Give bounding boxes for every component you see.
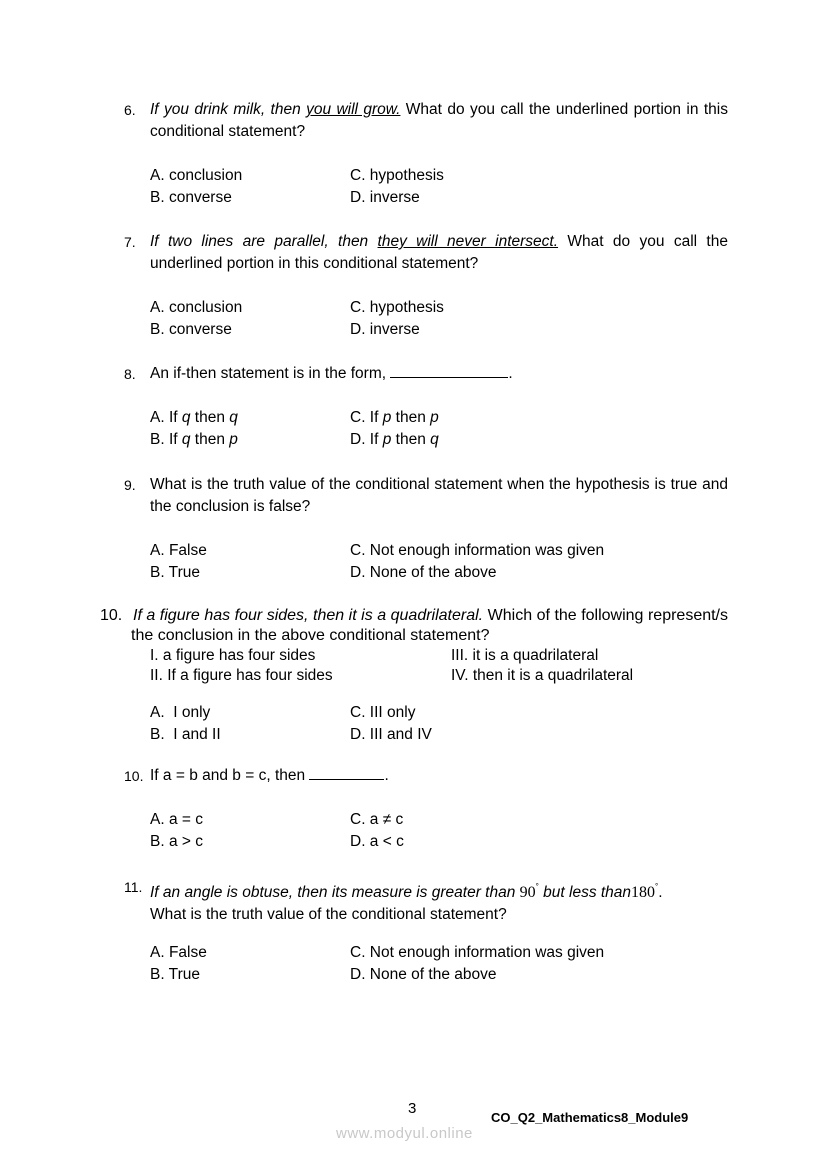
question-stem [150,363,728,385]
option-mid: then [190,431,230,448]
question-stem [150,765,728,787]
option-c[interactable]: C. a ≠ c [350,811,404,828]
angle-value: 90 [519,884,536,901]
option-a[interactable] [150,407,238,429]
question-7 [124,231,728,275]
question-10a [100,606,728,646]
option-mid: then [190,409,230,426]
option-d[interactable]: D. III and IV [350,726,432,743]
question-stem: What is the truth value of the conditional statement when the hypothesis is true and the conclusion is false? [150,476,728,515]
option-b[interactable]: B. a > c [150,833,203,850]
degree-symbol: ° [535,882,539,891]
option-d[interactable]: D. None of the above [350,564,497,581]
variable: p [430,409,439,426]
question-number: 7. [124,234,136,250]
option-mid: then [391,409,431,426]
option-d[interactable]: D. a < c [350,833,404,850]
option-a[interactable]: A. I only [150,704,211,721]
option-b[interactable]: B. converse [150,321,232,338]
question-9 [124,474,728,518]
stem-underlined: you will grow. [306,101,401,118]
question-stem [150,99,728,143]
stem-end: . [384,767,389,784]
option-a[interactable]: A. a = c [150,811,203,828]
stem-italic: If two lines are parallel, then [150,233,378,250]
question-10b [124,765,728,787]
choice-iv: IV. then it is a quadrilateral [451,667,634,684]
option-c[interactable]: C. hypothesis [350,299,444,316]
option-a[interactable]: A. False [150,944,207,961]
variable: q [229,409,238,426]
question-number: 11. [124,879,143,895]
stem-italic: If a figure has four sides, then it is a quadrilateral. [133,607,484,624]
option-c[interactable]: C. III only [350,704,416,721]
stem-rest: What is the truth value of the conditional statement? [150,906,507,923]
option-d[interactable] [350,429,439,451]
option-b[interactable]: B. True [150,564,200,581]
option-prefix: B. If [150,431,182,448]
option-d[interactable]: D. inverse [350,189,420,206]
option-mid: then [391,431,431,448]
question-number: 8. [124,366,136,382]
answer-blank [309,765,384,780]
watermark: www.modyul.online [336,1125,473,1142]
variable: p [382,409,392,426]
option-c[interactable]: C. Not enough information was given [350,944,605,961]
option-prefix: C. If [350,409,383,426]
question-stem [150,231,728,275]
option-c[interactable] [350,407,439,429]
page-number: 3 [408,1100,417,1117]
question-number: 9. [124,477,136,493]
option-a[interactable]: A. conclusion [150,167,243,184]
question-11 [124,876,728,926]
stem-rest: What do you call the underlined portion in this conditional statement? [150,233,728,272]
question-6 [124,99,728,143]
stem-text: If a = b and b = c, then [150,767,306,784]
question-number: 10. [124,768,144,784]
stem-end: . [658,884,663,901]
stem-text: An if-then statement is in the form, [150,365,387,382]
option-b[interactable]: B. converse [150,189,232,206]
stem-end: . [508,365,513,382]
degree-symbol: ° [655,882,659,891]
variable: q [181,431,191,448]
option-b[interactable]: B. True [150,966,200,983]
choice-i: I. a figure has four sides [150,647,316,664]
angle-value: 180 [631,884,656,901]
stem-italic: but less than [538,884,632,901]
option-d[interactable]: D. None of the above [350,966,497,983]
option-prefix: D. If [350,431,383,448]
stem-italic: If an angle is obtuse, then its measure is greater than [150,884,520,901]
choice-iii: III. it is a quadrilateral [451,647,599,664]
option-d[interactable]: D. inverse [350,321,420,338]
module-code: CO_Q2_Mathematics8_Module9 [491,1110,689,1125]
option-prefix: A. If [150,409,182,426]
stem-italic: If you drink milk, then [150,101,307,118]
choice-ii: II. If a figure has four sides [150,667,333,684]
answer-blank [390,363,508,378]
stem-rest: Which of the following represent/s the conclusion in the above conditional statement? [131,607,729,644]
stem-rest: What do you call the underlined portion in this conditional statement? [150,101,728,140]
option-a[interactable]: A. False [150,542,207,559]
option-c[interactable]: C. hypothesis [350,167,444,184]
option-b[interactable] [150,429,238,451]
variable: q [181,409,191,426]
question-number: 6. [124,102,136,118]
variable: p [382,431,392,448]
question-stem [100,606,728,646]
variable: q [430,431,439,448]
question-8 [124,363,728,385]
question-stem [150,876,728,926]
option-a[interactable]: A. conclusion [150,299,243,316]
option-b[interactable]: B. I and II [150,726,221,743]
stem-underlined: they will never intersect. [377,233,559,250]
question-number: 10. [100,607,123,624]
variable: p [229,431,238,448]
option-c[interactable]: C. Not enough information was given [350,542,605,559]
